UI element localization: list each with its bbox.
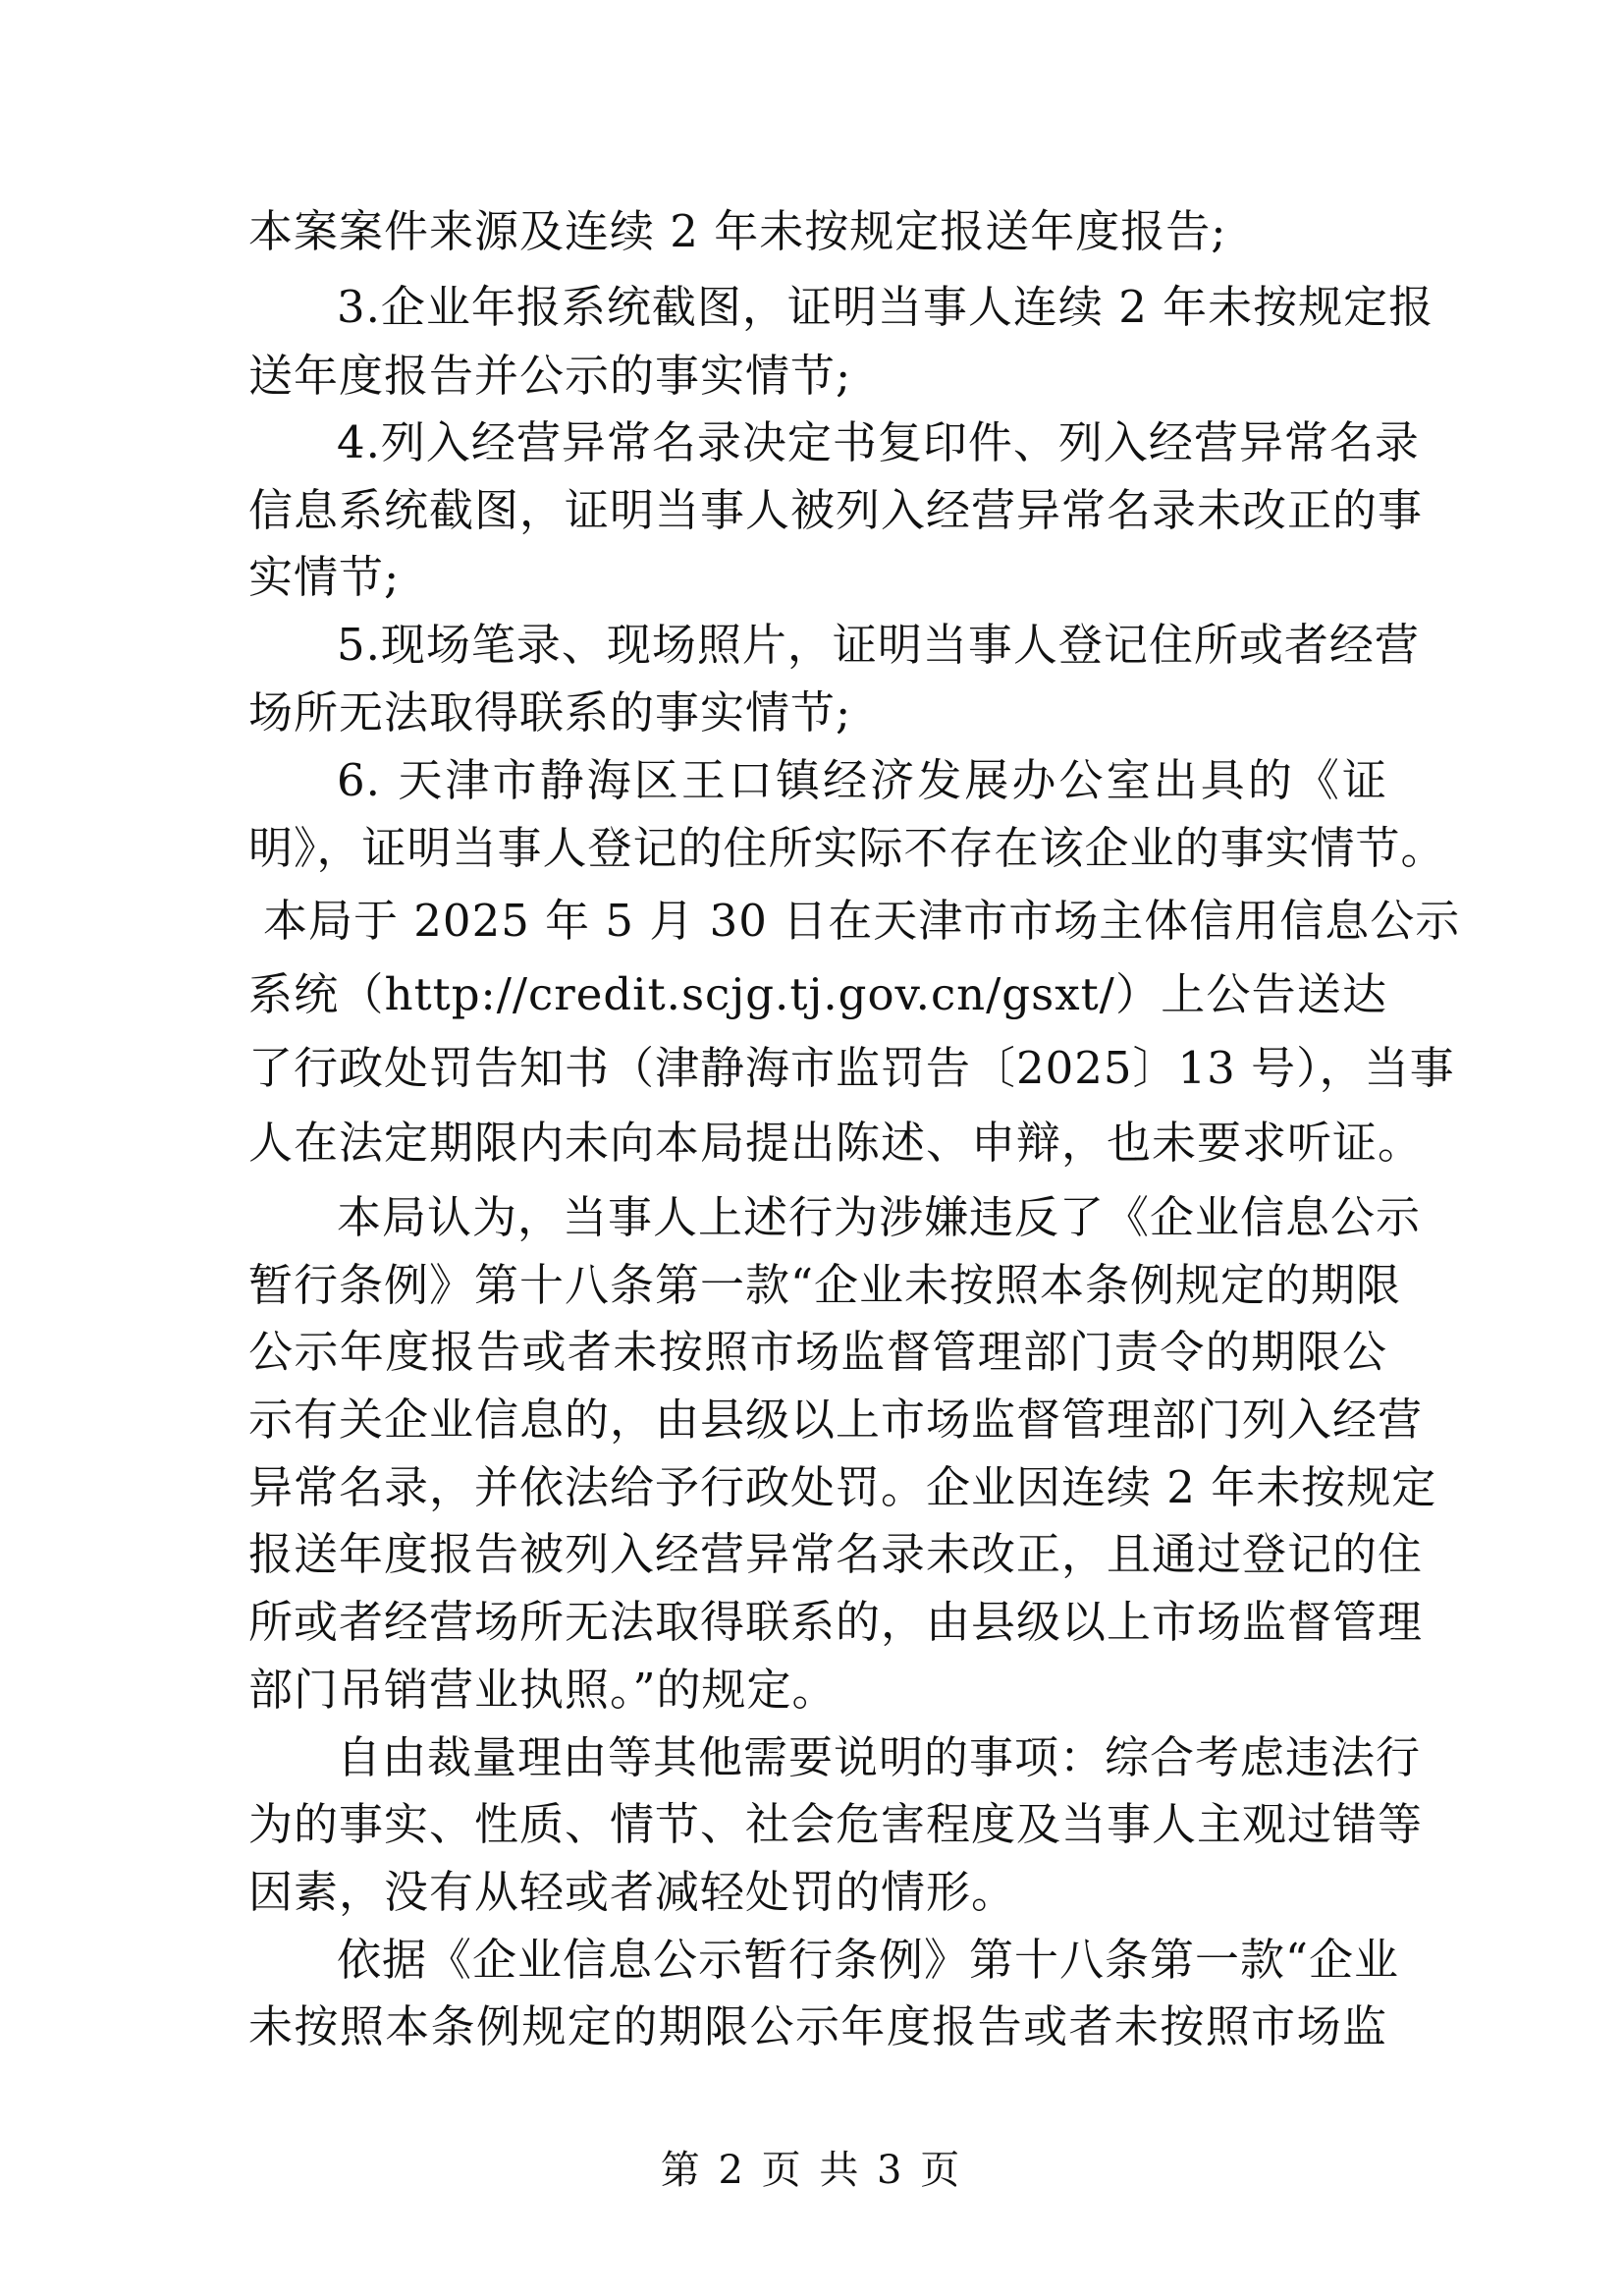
text-line-25: 因素，没有从轻或者减轻处罚的情形。 — [248, 1866, 1017, 1918]
text-line-27: 未按照本条例规定的期限公示年度报告或者未按照市场监 — [248, 2000, 1387, 2052]
text-line-11: 本局于 2025 年 5 月 30 日在天津市市场主体信用信息公示 — [263, 895, 1461, 947]
text-line-15: 本局认为，当事人上述行为涉嫌违反了《企业信息公示 — [337, 1191, 1422, 1243]
text-line-4: 4.列入经营异常名录决定书复印件、列入经营异常名录 — [337, 416, 1420, 468]
text-line-17: 公示年度报告或者未按照市场监督管理部门责令的期限公 — [248, 1326, 1387, 1378]
text-line-3: 送年度报告并公示的事实情节; — [248, 350, 852, 402]
text-line-18: 示有关企业信息的，由县级以上市场监督管理部门列入经营 — [248, 1394, 1424, 1446]
text-line-13: 了行政处罚告知书（津静海市监罚告〔2025〕13 号），当事 — [248, 1042, 1455, 1094]
text-line-6: 实情节; — [248, 551, 401, 603]
text-line-5: 信息系统截图，证明当事人被列入经营异常名录未改正的事 — [248, 484, 1424, 536]
text-line-19: 异常名录，并依法给予行政处罚。企业因连续 2 年未按规定 — [248, 1461, 1437, 1513]
text-line-7: 5.现场笔录、现场照片，证明当事人登记住所或者经营 — [337, 619, 1420, 671]
text-line-8: 场所无法取得联系的事实情节; — [248, 686, 852, 738]
text-line-1: 本案案件来源及连续 2 年未按规定报送年度报告; — [248, 205, 1227, 257]
text-line-12: 系统（http://credit.scjg.tj.gov.cn/gsxt/）上公告送达 — [248, 968, 1387, 1020]
text-line-20: 报送年度报告被列入经营异常名录未改正，且通过登记的住 — [248, 1528, 1424, 1580]
text-line-9: 6. 天津市静海区王口镇经济发展办公室出具的《证 — [337, 754, 1387, 806]
text-line-23: 自由裁量理由等其他需要说明的事项：综合考虑违法行 — [337, 1731, 1422, 1783]
text-line-2: 3.企业年报系统截图，证明当事人连续 2 年未按规定报 — [337, 281, 1434, 333]
text-line-16: 暂行条例》第十八条第一款“企业未按照本条例规定的期限 — [248, 1259, 1402, 1311]
text-line-10: 明》，证明当事人登记的住所实际不存在该企业的事实情节。 — [248, 822, 1446, 874]
text-line-21: 所或者经营场所无法取得联系的，由县级以上市场监督管理 — [248, 1596, 1424, 1648]
text-line-24: 为的事实、性质、情节、社会危害程度及当事人主观过错等 — [248, 1798, 1424, 1850]
page-number: 第 2 页 共 3 页 — [660, 2148, 963, 2193]
text-line-14: 人在法定期限内未向本局提出陈述、申辩，也未要求听证。 — [248, 1117, 1424, 1169]
text-line-26: 依据《企业信息公示暂行条例》第十八条第一款“企业 — [337, 1934, 1400, 1986]
text-line-22: 部门吊销营业执照。”的规定。 — [248, 1664, 838, 1716]
